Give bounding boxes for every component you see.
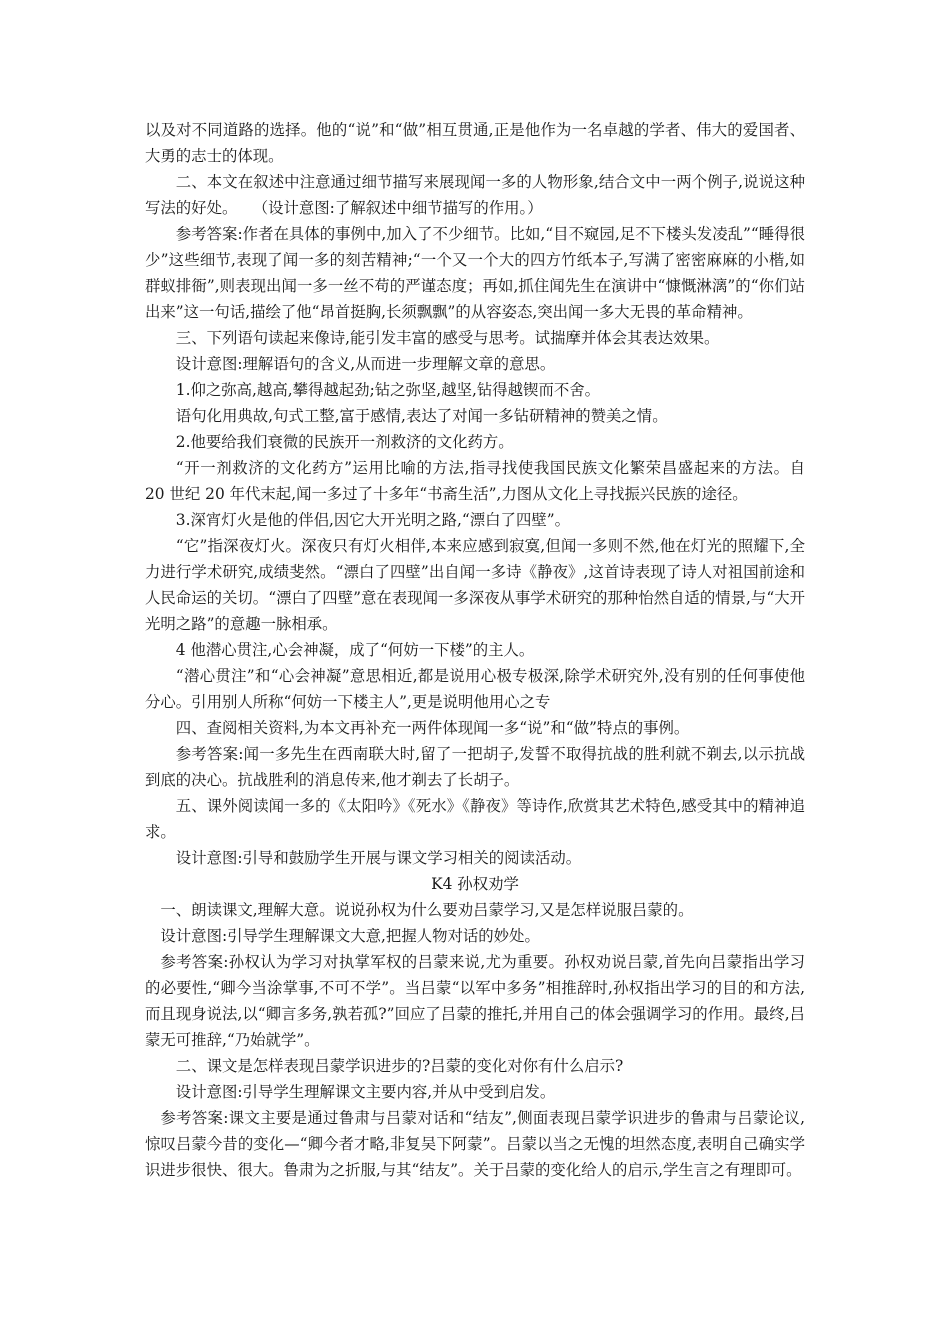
question-two: 二、本文在叙述中注意通过细节描写来展现闻一多的人物形象,结合文中一两个例子,说说这种写法的好处。 （设计意图:了解叙述中细节描写的作用。） — [145, 173, 805, 217]
sentence-one: 1.仰之弥高,越高,攀得越起劲;钻之弥坚,越坚,钻得越锲而不舍。 — [175, 381, 601, 399]
question-four: 四、查阅相关资料,为本文再补充一两件体现闻一多“说”和“做”特点的事例。 — [175, 719, 690, 737]
k4-design-intent-one: 设计意图:引导学生理解课文大意,把握人物对话的妙处。 — [160, 927, 540, 945]
sentence-one-explanation: 语句化用典故,句式工整,富于感情,表达了对闻一多钻研精神的赞美之情。 — [175, 407, 668, 425]
answer-two: 参考答案:作者在具体的事例中,加入了不少细节。比如,“目不窥园,足不下楼头发凌乱”“睡得很少”这些细节,表现了闻一多的刻苦精神;“一个又一个大的四方竹纸本子,写满了密密麻麻的小楷,如群蚁排衙”,则表现出闻一多一丝不苟的严谨态度；再如,抓住闻先生在演讲中“慷慨淋漓”的“你们站出来”这一句话,描绘了他“昂首挺胸,长须飘飘”的从容姿态,突出闻一多大无畏的革命精神。 — [145, 225, 805, 321]
design-intent-three: 设计意图:理解语句的含义,从而进一步理解文章的意思。 — [175, 355, 556, 373]
sentence-two-explanation: “开一剂救济的文化药方”运用比喻的方法,指寻找使我国民族文化繁荣昌盛起来的方法。自 20 世纪 20 年代末起,闻一多过了十多年“书斋生活”,力图从文化上寻找振兴民族的途径。 — [145, 459, 805, 503]
question-five: 五、课外阅读闻一多的《太阳吟》《死水》《静夜》等诗作,欣赏其艺术特色,感受其中的精神追求。 — [145, 797, 805, 841]
sentence-three-explanation: “它”指深夜灯火。深夜只有灯火相伴,本来应感到寂寞,但闻一多则不然,他在灯光的照耀下,全力进行学术研究,成绩斐然。“漂白了四壁”出自闻一多诗《静夜》,这首诗表现了诗人对祖国前途和人民命运的关切。“漂白了四壁”意在表现闻一多深夜从事学术研究的那种怡然自适的情景,与“大开光明之路”的意趣一脉相承。 — [145, 537, 805, 633]
k4-answer-two: 参考答案:课文主要是通过鲁肃与吕蒙对话和“结友”,侧面表现吕蒙学识进步的鲁肃与吕蒙论议,惊叹吕蒙今昔的变化—“卿今者才略,非复吴下阿蒙”。吕蒙以当之无愧的坦然态度,表明自己确实学识进步很快、很大。鲁肃为之折服,与其“结友”。关于吕蒙的变化给人的启示,学生言之有理即可。 — [145, 1109, 805, 1179]
sentence-two: 2.他要给我们衰微的民族开一剂救济的文化药方。 — [175, 433, 514, 451]
sentence-three: 3.深宵灯火是他的伴侣,因它大开光明之路,“漂白了四壁”。 — [175, 511, 570, 529]
question-three: 三、下列语句读起来像诗,能引发丰富的感受与思考。试揣摩并体会其表达效果。 — [175, 329, 720, 347]
k4-answer-one: 参考答案:孙权认为学习对执掌军权的吕蒙来说,尤为重要。孙权劝说吕蒙,首先向吕蒙指出学习的必要性,“卿今当涂掌事,不可不学”。当吕蒙“以军中多务”相推辞时,孙权指出学习的目的和方法,而且现身说法,以“卿言多务,孰若孤?”回应了吕蒙的推托,并用自己的体会强调学习的作用。最终,吕蒙无可推辞,“乃始就学”。 — [145, 953, 805, 1049]
k4-question-one: 一、朗读课文,理解大意。说说孙权为什么要劝吕蒙学习,又是怎样说服吕蒙的。 — [160, 901, 694, 919]
design-intent-five: 设计意图:引导和鼓励学生开展与课文学习相关的阅读活动。 — [175, 849, 582, 867]
k4-design-intent-two: 设计意图:引导学生理解课文主要内容,并从中受到启发。 — [175, 1083, 556, 1101]
section-title: K4 孙权劝学 — [431, 875, 519, 893]
document-page — [145, 117, 805, 1183]
paragraph-continuation: 以及对不同道路的选择。他的“说”和“做”相互贯通,正是他作为一名卓越的学者、伟大的爱国者、大勇的志士的体现。 — [145, 121, 805, 165]
answer-four: 参考答案:闻一多先生在西南联大时,留了一把胡子,发誓不取得抗战的胜利就不剃去,以示抗战到底的决心。抗战胜利的消息传来,他才剃去了长胡子。 — [145, 745, 805, 789]
sentence-four: 4 他潜心贯注,心会神凝，成了“何妨一下楼”的主人。 — [175, 641, 535, 659]
k4-question-two: 二、课文是怎样表现吕蒙学识进步的?吕蒙的变化对你有什么启示? — [175, 1057, 624, 1075]
sentence-four-explanation: “潜心贯注”和“心会神凝”意思相近,都是说用心极专极深,除学术研究外,没有别的任何事使他分心。引用别人所称“何妨一下楼主人”,更是说明他用心之专 — [145, 667, 805, 711]
